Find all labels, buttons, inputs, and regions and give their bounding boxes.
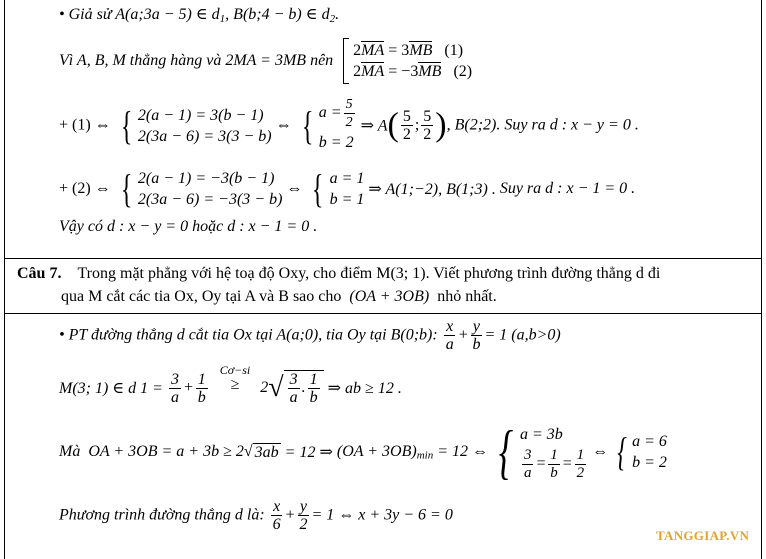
question-line1: Câu 7. Trong mặt phẳng với hệ toạ độ Oxy, cho điểm M(3; 1). Viết phương trình đường thẳng d đi xyxy=(17,265,661,282)
line-cauchy: M(3; 1) ∈ d 1 = $\frac{3}{a}$ + $\frac{1}{b}$ Cơ−si ≥ 2√ $\frac{3}{a}$ . $\frac{1}{b}$ ⇒ ab ≥ 12 . xyxy=(59,363,402,406)
case-rows: 2MA = 3MB (1) 2MA = −3MB (2) xyxy=(353,42,473,80)
line-collinear: Vì A, B, M thẳng hàng và 2MA = 3MB nên 2MA = 3MB (1) 2MA = −3MB (2) xyxy=(59,38,472,84)
solution-box-bottom xyxy=(4,313,762,559)
watermark-text: TANGGIAP.VN xyxy=(656,528,750,543)
line-min: Mà OA + 3OB = a + 3b ≥ 2√ 3ab = 12 ⇒ $(OA + 3OB)_{min} = 12$ ⇔ { a = 3b $\frac{3}{a}$ = $\frac{1}{b}$ = $\frac{1}{2}$ ⇔ { a = 6 b = 2 xyxy=(59,419,667,485)
line-answer: Phương trình đường thẳng d là: $\frac{x}{6}$ + $\frac{y}{2}$ = 1 ⇔ x + 3y − 6 = 0 xyxy=(59,498,453,533)
line-case2: + (2) ⇔ { 2(a − 1) = −3(b − 1) 2(3a − 6) = −3(3 − b) ⇔ { a = 1 b = 1 ⇒ A(1;−2), B(1;3) . Suy ra d : x − 1 = 0 . xyxy=(59,166,636,211)
line-line-equation: • PT đường thẳng d cắt tia Ox tại A(a;0), tia Oy tại B(0;b): $\frac{x}{a}$ + $\frac{y}{b}$ = 1 (a,b>0) xyxy=(59,318,561,353)
line-case1: + (1) ⇔ { 2(a − 1) = 3(b − 1) 2(3a − 6) = 3(3 − b) ⇔ { a = $\frac{5}{2}$ b = 2 ⇒ A( $\frac{5}{2}$ ; $\frac{5}{2}$ ), B(2;2). Suy ra d : x − y = 0 . xyxy=(59,97,639,151)
question-line2: qua M cắt các tia Ox, Oy tại A và B sao cho (OA + 3OB) nhỏ nhất. xyxy=(61,288,497,305)
line-conclusion: Vậy có d : x − y = 0 hoặc d : x − 1 = 0 . xyxy=(59,218,318,235)
question-label: Câu 7. xyxy=(17,265,62,282)
question-box xyxy=(4,258,762,314)
solution-box-top xyxy=(4,0,762,259)
bullet: • xyxy=(59,6,65,23)
line-assume: • Giả sử A(a;3a − 5) ∈ $d_1$, B(b;4 − b) ∈ $d_2$. xyxy=(59,6,340,25)
case-bracket xyxy=(343,38,349,84)
brace: { xyxy=(120,102,133,148)
